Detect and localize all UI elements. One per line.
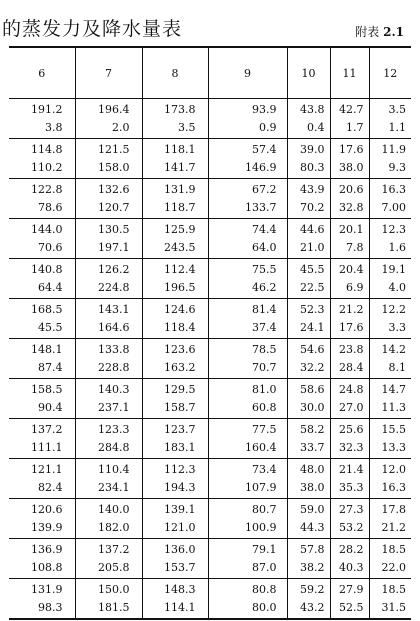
table-cell: 32.3 bbox=[330, 439, 369, 459]
table-cell: 108.8 bbox=[9, 559, 75, 579]
table-cell: 43.2 bbox=[287, 599, 330, 619]
table-cell: 111.1 bbox=[9, 439, 75, 459]
table-cell: 243.5 bbox=[142, 239, 208, 259]
table-cell: 60.8 bbox=[208, 399, 287, 419]
table-cell: 12.2 bbox=[369, 299, 411, 320]
annex-label-text: 附表 bbox=[355, 25, 380, 39]
table-cell: 20.4 bbox=[330, 259, 369, 280]
table-row bbox=[9, 499, 411, 520]
column-header: 8 bbox=[142, 47, 208, 99]
table-cell: 11.3 bbox=[369, 399, 411, 419]
table-cell: 20.1 bbox=[330, 219, 369, 240]
table-cell: 78.6 bbox=[9, 199, 75, 219]
table-cell: 24.1 bbox=[287, 319, 330, 339]
table-cell: 181.5 bbox=[75, 599, 142, 619]
table-cell: 6.9 bbox=[330, 279, 369, 299]
table-cell: 43.9 bbox=[287, 179, 330, 200]
table-cell: 39.0 bbox=[287, 139, 330, 160]
table-cell: 131.9 bbox=[142, 179, 208, 200]
table-cell: 1.1 bbox=[369, 119, 411, 139]
table-cell: 44.6 bbox=[287, 219, 330, 240]
column-header: 11 bbox=[330, 47, 369, 99]
table-cell: 42.7 bbox=[330, 99, 369, 120]
table-cell: 59.2 bbox=[287, 579, 330, 600]
table-cell: 123.3 bbox=[75, 419, 142, 440]
table-row bbox=[9, 579, 411, 600]
table-cell: 53.2 bbox=[330, 519, 369, 539]
table-cell: 148.1 bbox=[31, 343, 63, 356]
table-cell: 150.0 bbox=[75, 579, 142, 600]
table-cell: 21.2 bbox=[369, 519, 411, 539]
table-cell: 80.3 bbox=[287, 159, 330, 179]
table-cell: 38.0 bbox=[287, 479, 330, 499]
table-cell: 112.3 bbox=[142, 459, 208, 480]
table-cell: 237.1 bbox=[75, 399, 142, 419]
table-cell: 140.3 bbox=[75, 379, 142, 400]
table-cell: 73.4 bbox=[208, 459, 287, 480]
table-cell: 126.2 bbox=[75, 259, 142, 280]
table-cell: 40.3 bbox=[330, 559, 369, 579]
table-cell: 22.0 bbox=[369, 559, 411, 579]
table-cell: 23.8 bbox=[330, 339, 369, 360]
annex-number: 2.1 bbox=[383, 25, 404, 39]
table-cell: 59.0 bbox=[287, 499, 330, 520]
table-row bbox=[9, 259, 411, 280]
table-cell: 38.2 bbox=[287, 559, 330, 579]
table-row bbox=[9, 359, 411, 379]
table-cell: 196.4 bbox=[75, 99, 142, 120]
table-cell: 28.4 bbox=[330, 359, 369, 379]
table-cell: 2.0 bbox=[75, 119, 142, 139]
table-cell: 16.3 bbox=[369, 179, 411, 200]
table-body bbox=[9, 99, 411, 620]
table-cell: 164.6 bbox=[75, 319, 142, 339]
table-cell: 24.8 bbox=[330, 379, 369, 400]
table-cell: 284.8 bbox=[75, 439, 142, 459]
column-header: 9 bbox=[208, 47, 287, 99]
table-cell: 132.6 bbox=[75, 179, 142, 200]
table-cell: 58.6 bbox=[287, 379, 330, 400]
table-row bbox=[9, 239, 411, 259]
table-cell: 1.7 bbox=[330, 119, 369, 139]
table-cell: 12.3 bbox=[369, 219, 411, 240]
table-cell: 80.0 bbox=[208, 599, 287, 619]
header-row bbox=[9, 47, 411, 99]
table-row bbox=[9, 379, 411, 400]
table-row bbox=[9, 519, 411, 539]
table-cell: 64.4 bbox=[9, 279, 75, 299]
table-cell: 205.8 bbox=[75, 559, 142, 579]
table-cell: 4.0 bbox=[369, 279, 411, 299]
table-cell: 139.1 bbox=[142, 499, 208, 520]
table-cell: 79.1 bbox=[208, 539, 287, 560]
table-cell: 8.1 bbox=[369, 359, 411, 379]
table-row bbox=[9, 339, 411, 360]
table-cell: 114.8 bbox=[31, 143, 63, 156]
table-cell: 1.6 bbox=[369, 239, 411, 259]
table-cell: 54.6 bbox=[287, 339, 330, 360]
table-cell: 136.0 bbox=[142, 539, 208, 560]
table-cell: 93.9 bbox=[208, 99, 287, 120]
table-cell: 12.0 bbox=[369, 459, 411, 480]
table-cell: 43.8 bbox=[287, 99, 330, 120]
table-cell: 133.7 bbox=[208, 199, 287, 219]
table-cell: 100.9 bbox=[208, 519, 287, 539]
table-cell: 87.4 bbox=[9, 359, 75, 379]
table-cell: 31.5 bbox=[369, 599, 411, 619]
table-cell: 122.8 bbox=[31, 183, 63, 196]
table-cell: 87.0 bbox=[208, 559, 287, 579]
table-cell: 75.5 bbox=[208, 259, 287, 280]
table-cell: 234.1 bbox=[75, 479, 142, 499]
table-row bbox=[9, 599, 411, 619]
table-cell: 0.4 bbox=[287, 119, 330, 139]
table-cell: 78.5 bbox=[208, 339, 287, 360]
table-cell: 18.5 bbox=[369, 579, 411, 600]
table-row bbox=[9, 179, 411, 200]
table-cell: 27.0 bbox=[330, 399, 369, 419]
table-row bbox=[9, 319, 411, 339]
table-cell: 20.6 bbox=[330, 179, 369, 200]
table-cell: 141.7 bbox=[142, 159, 208, 179]
table-cell: 121.1 bbox=[31, 463, 63, 476]
table-cell: 183.1 bbox=[142, 439, 208, 459]
table-row bbox=[9, 219, 411, 240]
table-cell: 9.3 bbox=[369, 159, 411, 179]
table-row bbox=[9, 99, 411, 120]
column-header: 7 bbox=[75, 47, 142, 99]
table-cell: 139.9 bbox=[9, 519, 75, 539]
table-cell: 18.5 bbox=[369, 539, 411, 560]
table-row bbox=[9, 479, 411, 499]
table-cell: 27.9 bbox=[330, 579, 369, 600]
table-cell: 16.3 bbox=[369, 479, 411, 499]
table-cell: 22.5 bbox=[287, 279, 330, 299]
table-cell: 13.3 bbox=[369, 439, 411, 459]
table-cell: 21.4 bbox=[330, 459, 369, 480]
data-table bbox=[9, 46, 411, 620]
table-cell: 158.5 bbox=[31, 383, 63, 396]
table-cell: 44.3 bbox=[287, 519, 330, 539]
table-cell: 57.4 bbox=[208, 139, 287, 160]
table-row bbox=[9, 139, 411, 160]
table-cell: 137.2 bbox=[75, 539, 142, 560]
table-cell: 45.5 bbox=[287, 259, 330, 280]
table-cell: 32.8 bbox=[330, 199, 369, 219]
table-cell: 70.6 bbox=[9, 239, 75, 259]
table-cell: 118.7 bbox=[142, 199, 208, 219]
table-cell: 168.5 bbox=[31, 303, 63, 316]
table-cell: 118.1 bbox=[142, 139, 208, 160]
table-cell: 144.0 bbox=[31, 223, 63, 236]
table-cell: 114.1 bbox=[142, 599, 208, 619]
table-cell: 146.9 bbox=[208, 159, 287, 179]
table-cell: 28.2 bbox=[330, 539, 369, 560]
table-cell: 19.1 bbox=[369, 259, 411, 280]
table-cell: 125.9 bbox=[142, 219, 208, 240]
table-cell: 158.0 bbox=[75, 159, 142, 179]
column-header: 10 bbox=[287, 47, 330, 99]
table-cell: 182.0 bbox=[75, 519, 142, 539]
table-cell: 153.7 bbox=[142, 559, 208, 579]
table-cell: 224.8 bbox=[75, 279, 142, 299]
table-cell: 81.4 bbox=[208, 299, 287, 320]
table-cell: 67.2 bbox=[208, 179, 287, 200]
table-cell: 11.9 bbox=[369, 139, 411, 160]
table-cell: 32.2 bbox=[287, 359, 330, 379]
table-cell: 194.3 bbox=[142, 479, 208, 499]
table-cell: 38.0 bbox=[330, 159, 369, 179]
table-cell: 163.2 bbox=[142, 359, 208, 379]
table-cell: 120.6 bbox=[31, 503, 63, 516]
table-title: 的蒸发力及降水量表 bbox=[2, 18, 183, 40]
table-row bbox=[9, 459, 411, 480]
table-cell: 110.4 bbox=[75, 459, 142, 480]
table-cell: 52.5 bbox=[330, 599, 369, 619]
table-cell: 3.3 bbox=[369, 319, 411, 339]
table-cell: 37.4 bbox=[208, 319, 287, 339]
table-cell: 90.4 bbox=[9, 399, 75, 419]
table-row bbox=[9, 539, 411, 560]
table-cell: 136.9 bbox=[31, 543, 63, 556]
table-cell: 74.4 bbox=[208, 219, 287, 240]
table-cell: 143.1 bbox=[75, 299, 142, 320]
table-cell: 98.3 bbox=[9, 599, 75, 619]
table-cell: 110.2 bbox=[9, 159, 75, 179]
table-cell: 14.2 bbox=[369, 339, 411, 360]
table-cell: 25.6 bbox=[330, 419, 369, 440]
table-row bbox=[9, 439, 411, 459]
table-cell: 121.5 bbox=[75, 139, 142, 160]
table-row bbox=[9, 119, 411, 139]
table-cell: 70.7 bbox=[208, 359, 287, 379]
table-cell: 45.5 bbox=[9, 319, 75, 339]
table-cell: 77.5 bbox=[208, 419, 287, 440]
table-cell: 80.7 bbox=[208, 499, 287, 520]
table-cell: 129.5 bbox=[142, 379, 208, 400]
table-row bbox=[9, 159, 411, 179]
table-cell: 148.3 bbox=[142, 579, 208, 600]
table-row bbox=[9, 299, 411, 320]
table-cell: 3.8 bbox=[9, 119, 75, 139]
table-cell: 3.5 bbox=[369, 99, 411, 120]
table-cell: 81.0 bbox=[208, 379, 287, 400]
table-cell: 140.0 bbox=[75, 499, 142, 520]
table-cell: 196.5 bbox=[142, 279, 208, 299]
table-cell: 52.3 bbox=[287, 299, 330, 320]
table-cell: 70.2 bbox=[287, 199, 330, 219]
table-cell: 57.8 bbox=[287, 539, 330, 560]
table-cell: 46.2 bbox=[208, 279, 287, 299]
table-cell: 7.8 bbox=[330, 239, 369, 259]
table-cell: 197.1 bbox=[75, 239, 142, 259]
table-cell: 173.8 bbox=[142, 99, 208, 120]
table-cell: 130.5 bbox=[75, 219, 142, 240]
table-cell: 15.5 bbox=[369, 419, 411, 440]
table-cell: 35.3 bbox=[330, 479, 369, 499]
table-cell: 27.3 bbox=[330, 499, 369, 520]
table-cell: 80.8 bbox=[208, 579, 287, 600]
table-cell: 112.4 bbox=[142, 259, 208, 280]
table-row bbox=[9, 419, 411, 440]
table-cell: 131.9 bbox=[31, 583, 63, 596]
table-cell: 21.2 bbox=[330, 299, 369, 320]
table-row bbox=[9, 199, 411, 219]
table-cell: 158.7 bbox=[142, 399, 208, 419]
table-cell: 121.0 bbox=[142, 519, 208, 539]
table-cell: 33.7 bbox=[287, 439, 330, 459]
table-cell: 160.4 bbox=[208, 439, 287, 459]
table-cell: 82.4 bbox=[9, 479, 75, 499]
table-row bbox=[9, 559, 411, 579]
table-cell: 123.7 bbox=[142, 419, 208, 440]
table-cell: 64.0 bbox=[208, 239, 287, 259]
table-cell: 7.00 bbox=[369, 199, 411, 219]
table-cell: 17.6 bbox=[330, 139, 369, 160]
table-cell: 107.9 bbox=[208, 479, 287, 499]
table-cell: 48.0 bbox=[287, 459, 330, 480]
table-cell: 0.9 bbox=[208, 119, 287, 139]
table-cell: 17.6 bbox=[330, 319, 369, 339]
column-header: 12 bbox=[369, 47, 411, 99]
table-cell: 30.0 bbox=[287, 399, 330, 419]
table-cell: 21.0 bbox=[287, 239, 330, 259]
table-cell: 228.8 bbox=[75, 359, 142, 379]
table-cell: 133.8 bbox=[75, 339, 142, 360]
table-cell: 140.8 bbox=[31, 263, 63, 276]
table-cell: 120.7 bbox=[75, 199, 142, 219]
table-row bbox=[9, 279, 411, 299]
table-cell: 3.5 bbox=[142, 119, 208, 139]
table-cell: 118.4 bbox=[142, 319, 208, 339]
table-cell: 137.2 bbox=[31, 423, 63, 436]
annex-label bbox=[355, 23, 404, 40]
column-header: 6 bbox=[9, 47, 75, 99]
table-cell: 14.7 bbox=[369, 379, 411, 400]
table-cell: 191.2 bbox=[31, 103, 63, 116]
table-row bbox=[9, 399, 411, 419]
table-cell: 123.6 bbox=[142, 339, 208, 360]
table-cell: 124.6 bbox=[142, 299, 208, 320]
table-cell: 17.8 bbox=[369, 499, 411, 520]
table-cell: 58.2 bbox=[287, 419, 330, 440]
